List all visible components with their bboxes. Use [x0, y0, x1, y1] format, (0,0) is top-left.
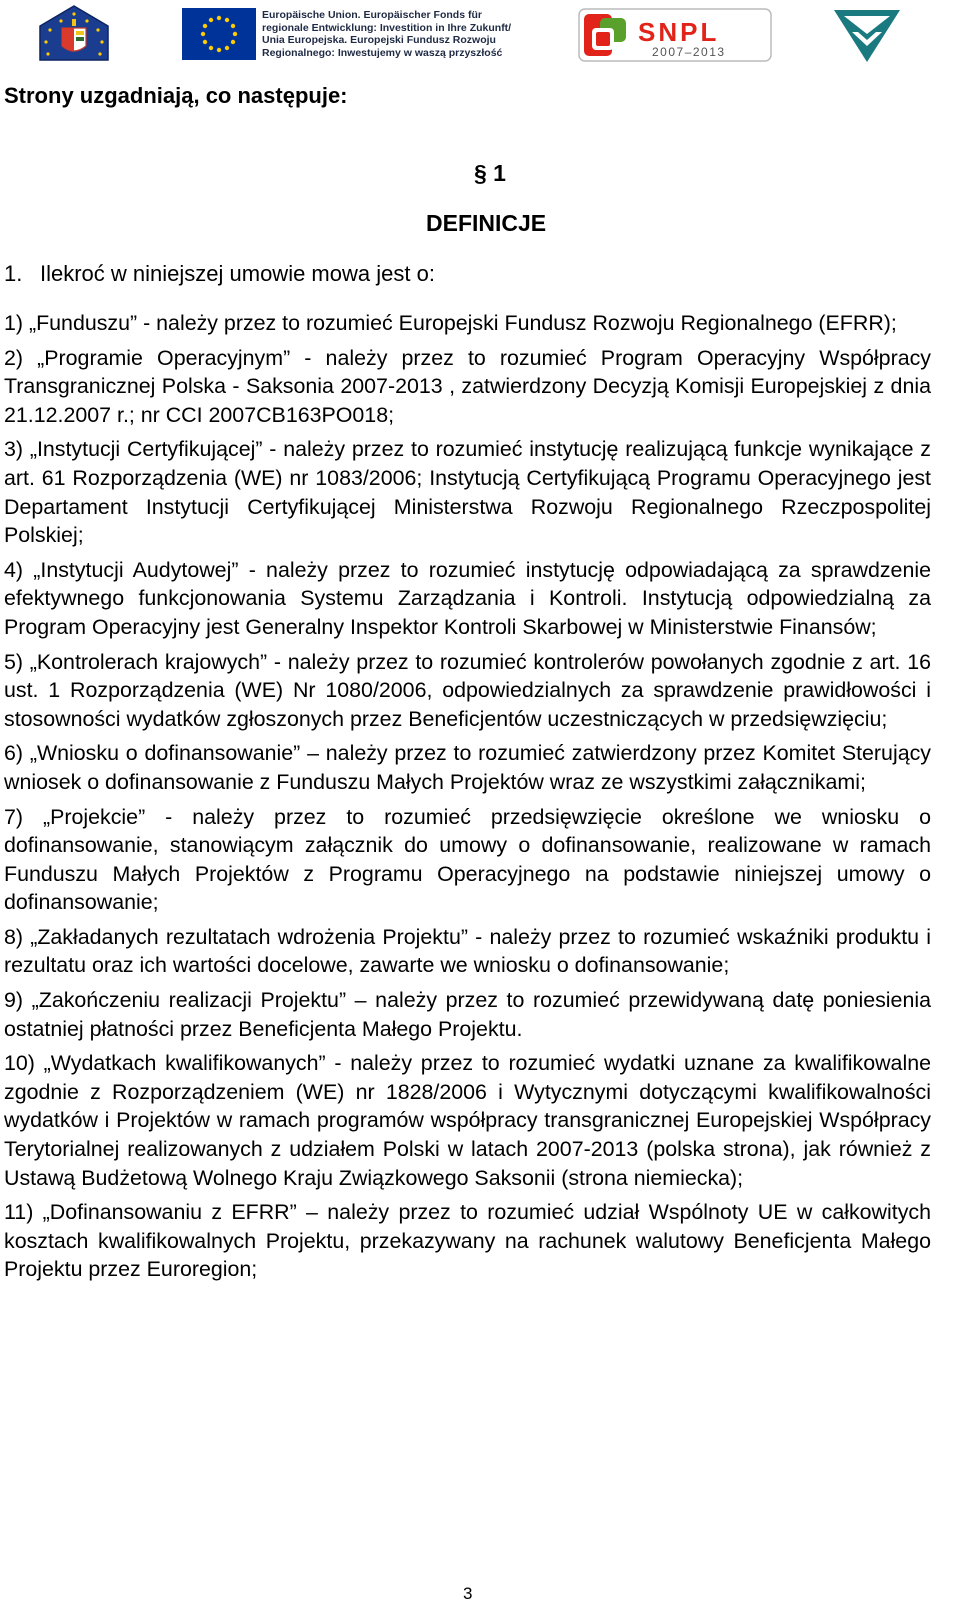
definition-item: 9) „Zakończeniu realizacji Projektu” – należy przez to rozumieć przewidywaną datę poniesienia ostatniej płatności przez Beneficjenta Małego Projektu. — [4, 988, 931, 1041]
lead-sentence: Strony uzgadniają, co następuje: — [4, 83, 348, 108]
logo-bar — [0, 0, 960, 70]
definition-item: 10) „Wydatkach kwalifikowanych” - należy przez to rozumieć wydatki uznane za kwalifikowalne zgodnie z Rozporządzeniem (WE) nr 1828/2006 i Wytycznymi dotyczącymi kwalifikowalności wydatków i Projektów w ramach programów współpracy transgranicznej Europejskiej Współpracy Terytorialnej realizowanych z udziałem Polski w latach 2007-2013 (polska strona), jak również z Ustawą Budżetową Wolnego Kraju Związkowego Saksonii (strona niemiecka); — [4, 1051, 931, 1190]
snpl-logo-icon — [578, 8, 772, 62]
definition-item: 5) „Kontrolerach krajowych” - należy przez to rozumieć kontrolerów powołanych zgodnie z art. 16 ust. 1 Rozporządzenia (WE) Nr 1080/2006, odpowiedzialnych za sprawdzenie prawidłowości i stosowności wydatków zgłoszonych przez Beneficjentów uczestniczących w przedsięwzięciu; — [4, 649, 931, 731]
eu-fund-caption-line: Unia Europejska. Europejski Fundusz Rozwoju — [262, 34, 496, 46]
intro-paragraph — [4, 261, 435, 287]
intro-text: Ilekroć w niniejszej umowie mowa jest o: — [40, 261, 435, 286]
intro-number: 1. — [4, 261, 23, 286]
section-title: DEFINICJE — [426, 210, 547, 236]
definition-item: 4) „Instytucji Audytowej” - należy przez to rozumieć instytucję odpowiadającą za sprawdzenie efektywnego funkcjonowania Systemu Zarządzania i Kontroli. Instytucją odpowiedzialną za Program Operacyjny jest Generalny Inspektor Kontroli Skarbowej w Ministerstwie Finansów; — [4, 557, 931, 639]
definition-item: 3) „Instytucji Certyfikującej” - należy przez to rozumieć instytucję realizującą funkcje wynikające z art. 61 Rozporządzenia (WE) nr 1083/2006; Instytucją Certyfikującą Programu Operacyjnego jest Departament Instytucji Certyfikującej Ministerstwa Rozwoju Regionalnego Rzeczpospolitej Polskiej; — [4, 437, 931, 548]
definition-item: 7) „Projekcie” - należy przez to rozumieć przedsięwzięcie określone we wniosku o dofinansowanie, stanowiącym załącznik do umowy o dofinansowanie, realizowane w ramach Funduszu Małych Projektów z Programu Operacyjnego na podstawie niniejszej umowy o dofinansowanie; — [4, 804, 931, 915]
page-number: 3 — [463, 1584, 473, 1603]
eu-fund-caption-line: regionale Entwicklung: Investition in Ihre Zukunft/ — [262, 21, 512, 34]
definitions-list — [4, 309, 931, 1290]
definition-item: 8) „Zakładanych rezultatach wdrożenia Projektu” - należy przez to rozumieć wskaźniki produktu i rezultatu oraz ich wartości docelowe, zawarte we wniosku o dofinansowanie; — [4, 924, 931, 978]
definition-item: 6) „Wniosku o dofinansowanie” – należy przez to rozumieć zatwierdzony przez Komitet Sterujący wniosek o dofinansowanie z Funduszu Małych Projektów wraz ze wszystkimi załącznikami; — [4, 741, 931, 794]
crest-icon — [36, 4, 112, 62]
triangle-logo-icon — [832, 4, 902, 64]
snpl-years: 2007–2013 — [652, 45, 726, 59]
definition-item: 2) „Programie Operacyjnym” - należy przez to rozumieć Program Operacyjny Współpracy Transgranicznej Polska - Saksonia 2007-2013 , zatwierdzony Decyzją Komisji Europejskiej z dnia 21.12.2007 r.; nr CCI 2007CB163PO018; — [4, 345, 931, 427]
definition-item: 11) „Dofinansowaniu z EFRR” – należy przez to rozumieć udział Wspólnoty UE w całkowitych kosztach kwalifikowalnych Projektu, przekazywany na rachunek walutowy Beneficjenta Małego Projektu przez Euroregion; — [4, 1200, 931, 1282]
eu-flag-icon — [182, 8, 256, 60]
snpl-name: SNPL — [638, 17, 720, 47]
definition-item: 1) „Funduszu” - należy przez to rozumieć Europejski Fundusz Rozwoju Regionalnego (EFRR); — [4, 311, 897, 335]
eu-fund-caption-line: Regionalnego: Inwestujemy w waszą przyszłość — [262, 46, 503, 59]
eu-fund-caption-line: Europäische Union. Europäischer Fonds für — [262, 9, 482, 21]
section-number: § 1 — [474, 160, 506, 186]
eu-fund-caption — [262, 9, 522, 59]
